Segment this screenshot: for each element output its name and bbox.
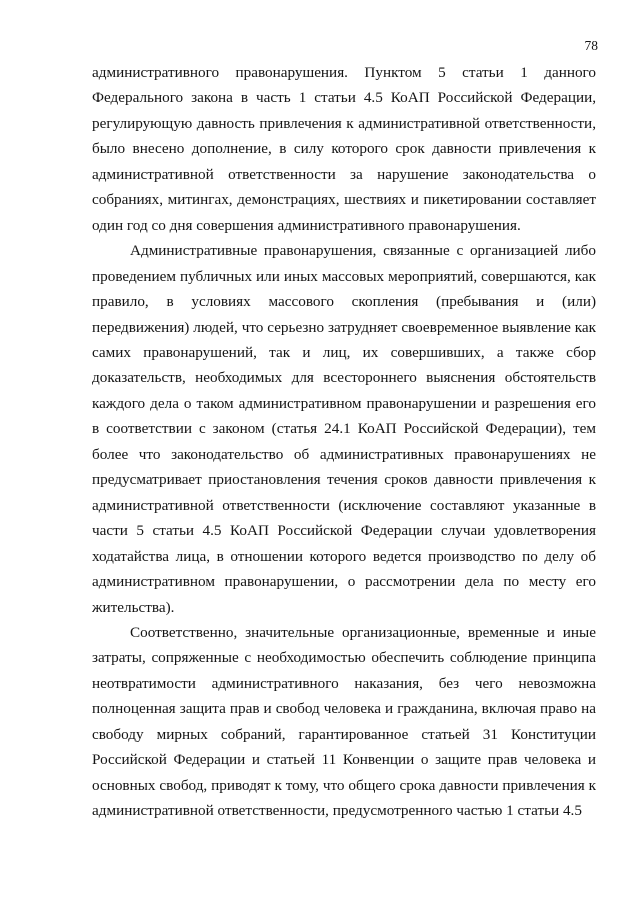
paragraph-2: Административные правонарушения, связанные с организацией либо проведением публичных или иных массовых мероприятий, совершаются, как правило, в условиях массового скопления (пребывания и (или) передвижения) людей, что серьезно затрудняет своевременное выявление как самих правонарушений, так и лиц, их совершивших, а также сбор доказательств, необходимых для всестороннего выяснения обстоятельств каждого дела о таком административном правонарушении и разрешения его в соответствии с законом (статья 24.1 КоАП Российской Федерации), тем более что законодательство об административных правонарушениях не предусматривает приостановления течения сроков давности привлечения к административной ответственности (исключение составляют указанные в части 5 статьи 4.5 КоАП Российской Федерации случаи удовлетворения ходатайства лица, в отношении которого ведется производство по делу об административном правонарушении, о рассмотрении дела по месту его жительства). bbox=[92, 242, 596, 616]
page-number: 78 bbox=[584, 38, 598, 53]
paragraph-3: Соответственно, значительные организационные, временные и иные затраты, сопряженные с необходимостью обеспечить соблюдение принципа неотвратимости административного наказания, без чего невозможна полноценная защита прав и свобод человека и гражданина, включая право на свободу мирных собраний, гарантированное статьей 31 Конституции Российской Федерации и статьей 11 Конвенции о защите прав человека и основных свобод, приводят к тому, что общего срока давности привлечения к административной ответственности, предусмотренного частью 1 статьи 4.5 bbox=[92, 623, 596, 820]
paragraph-1: административного правонарушения. Пунктом 5 статьи 1 данного Федерального закона в часть 1 статьи 4.5 КоАП Российской Федерации, регулирующую давность привлечения к административной ответственности, было внесено дополнение, в силу которого срок давности привлечения к административной ответственности за нарушение законодательства о собраниях, митингах, демонстрациях, шествиях и пикетировании составляет один год со дня совершения административного правонарушения. bbox=[92, 64, 596, 234]
document-body bbox=[92, 60, 596, 824]
